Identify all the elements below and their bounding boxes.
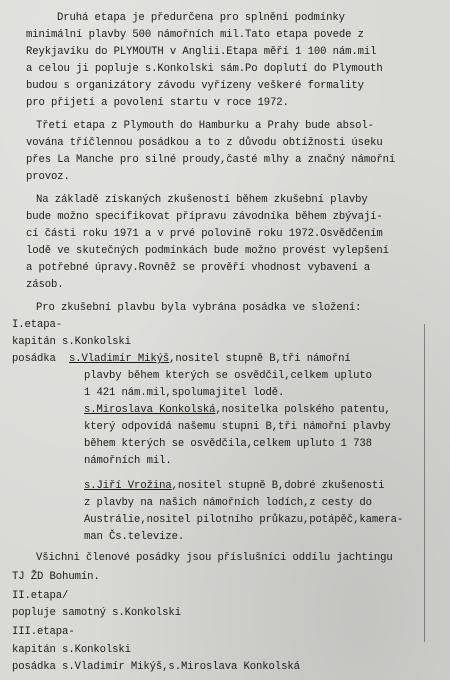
text-line: zásob. <box>26 279 64 291</box>
text-line: bude možno specifikovat přípravu závodníka během zbývají- <box>26 211 383 223</box>
text-line: pro přijetí a povolení startu v roce 1972. <box>26 97 289 109</box>
crew-member-details: ,nositelka polského patentu, <box>215 404 391 416</box>
captain-line: kapitán s.Konkolski <box>12 336 131 348</box>
text-line: Třetí etapa z Plymouth do Hamburku a Prahy bude absol- <box>36 120 374 132</box>
text-line: Na základě získaných zkušeností během zkušební plavby <box>36 194 368 206</box>
text-line: z plavby na našich námořních lodích,z cesty do <box>84 497 372 509</box>
crew-member-details: ,nositel stupně B,dobré zkušenosti <box>171 480 385 492</box>
text-line: TJ ŽD Bohumín. <box>12 571 100 583</box>
text-line: man Čs.televize. <box>84 531 185 543</box>
text-line: přes La Manche pro silné proudy,časté mlhy a značný námořní <box>26 154 396 166</box>
text-line: plavby během kterých se osvědčil,celkem upluto <box>84 370 372 382</box>
text-line: a celou ji popluje s.Konkolski sám.Po doplutí do Plymouth <box>26 63 383 75</box>
crew-member-name: s.Jiří Vrožina <box>84 480 172 492</box>
text-line: lodě ve skutečných podmínkách bude možno provést vylepšení <box>26 245 389 257</box>
text-line: Všichni členové posádky jsou příslušníci oddílu jachtingu <box>36 552 393 564</box>
text-line: cí části roku 1971 a v prvé polovině roku 1972.Osvědčením <box>26 228 383 240</box>
text-line: Pro zkušební plavbu byla vybrána posádka ve složení: <box>36 302 362 314</box>
crew-label: posádka <box>12 353 56 365</box>
crew-member-name: s.Miroslava Konkolská <box>84 404 216 416</box>
text-line: vována tříčlennou posádkou a to z důvodu obtížnosti úseku <box>26 137 383 149</box>
stage-3-captain: kapitán s.Konkolski <box>12 644 131 656</box>
text-line: budou s organizátory závodu vyřízeny veškeré formality <box>26 80 364 92</box>
text-line: Austrálie,nositel pilotního průkazu,potápěč,kamera- <box>84 514 404 526</box>
text-line: 1 421 nám.mil,spolumajitel lodě. <box>84 387 285 399</box>
text-line: námořních mil. <box>84 455 172 467</box>
text-line: Reykjavíku do PLYMOUTH v Anglii.Etapa měří 1 100 nám.mil <box>26 46 377 58</box>
margin-line <box>424 324 425 642</box>
text-line: minimální plavby 500 námořních mil.Tato etapa povede z <box>26 29 364 41</box>
crew-member-line <box>84 405 391 416</box>
stage-1-label: I.etapa- <box>12 319 63 331</box>
crew-member-line <box>69 354 351 365</box>
crew-member-details: ,nositel stupně B,tři námořní <box>169 353 351 365</box>
text-line: a potřebné úpravy.Rovněž se prověří vhodnost vybavení a <box>26 262 371 274</box>
text-line: Druhá etapa je předurčena pro splnění podmínky <box>57 12 345 24</box>
text-line: během kterých se osvědčila,celkem upluto 1 738 <box>84 438 372 450</box>
crew-member-line <box>84 481 384 492</box>
text-line: který odpovídá našemu stupni B,tři námořní plavby <box>84 421 391 433</box>
stage-2-label: II.etapa/ <box>12 590 69 602</box>
crew-member-name: s.Vladimír Mikýš <box>69 353 170 365</box>
stage-3-crew: posádka s.Vladimír Mikýš,s.Miroslava Konkolská <box>12 661 300 673</box>
stage-2-crew: popluje samotný s.Konkolski <box>12 607 181 619</box>
stage-3-label: III.etapa- <box>12 626 75 638</box>
text-line: provoz. <box>26 171 70 183</box>
